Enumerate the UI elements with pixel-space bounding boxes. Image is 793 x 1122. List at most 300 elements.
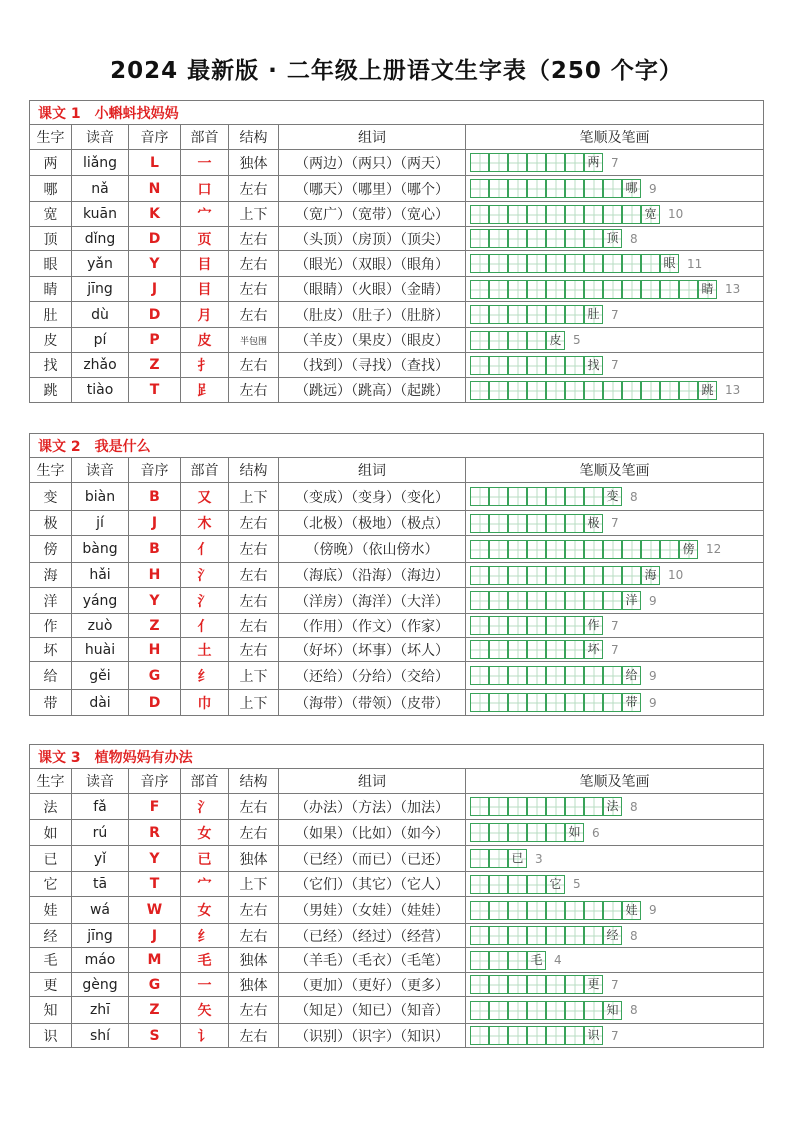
radical-cell: 口 xyxy=(181,176,229,202)
table-row xyxy=(30,277,764,302)
stroke-grid-box xyxy=(489,616,508,635)
stroke-order-cell xyxy=(466,302,764,328)
stroke-grid-box xyxy=(584,1001,603,1020)
stroke-count: 7 xyxy=(611,977,619,992)
stroke-grid-box xyxy=(565,1001,584,1020)
pinyin-cell: jīng xyxy=(72,277,129,302)
character-cell: 更 xyxy=(30,973,72,997)
stroke-grid-box xyxy=(565,305,584,324)
sequence-cell: K xyxy=(129,202,181,227)
words-cell: （作用）（作文）（作家） xyxy=(279,614,466,638)
stroke-character: 坏 xyxy=(587,642,600,656)
stroke-grid-box xyxy=(508,153,527,172)
words-cell: （洋房）（海洋）（大洋） xyxy=(279,588,466,614)
stroke-count: 7 xyxy=(611,358,619,372)
stroke-order-cell xyxy=(466,1024,764,1048)
stroke-grid-box xyxy=(527,540,546,559)
words-cell: （羊皮）（果皮）（眼皮） xyxy=(279,328,466,353)
pinyin-cell: hǎi xyxy=(72,563,129,588)
stroke-grid-box xyxy=(641,254,660,273)
lesson-number: 课文 2 xyxy=(38,438,81,455)
stroke-grid-box xyxy=(470,331,489,350)
stroke-grid-box xyxy=(489,381,508,400)
stroke-grid-box xyxy=(622,540,641,559)
radical-cell: 毛 xyxy=(181,948,229,973)
stroke-order-cell xyxy=(466,378,764,403)
stroke-count: 9 xyxy=(649,181,657,196)
stroke-grid-box xyxy=(508,823,527,842)
structure-cell: 半包围 xyxy=(229,328,279,353)
stroke-order-cell xyxy=(466,251,764,277)
stroke-grid-box xyxy=(527,305,546,324)
stroke-order-cell xyxy=(466,150,764,176)
stroke-grid-box xyxy=(508,280,527,299)
stroke-grid-box xyxy=(546,254,565,273)
stroke-character: 找 xyxy=(587,357,600,372)
lesson-table xyxy=(29,744,764,1048)
stroke-order-cell xyxy=(466,846,764,872)
stroke-grid-box xyxy=(489,640,508,659)
character-cell: 洋 xyxy=(30,588,72,614)
stroke-grid-box xyxy=(565,229,584,248)
structure-cell: 左右 xyxy=(229,588,279,614)
stroke-order-cell xyxy=(466,820,764,846)
table-row xyxy=(30,202,764,227)
stroke-grid-box xyxy=(470,666,489,685)
stroke-grid-box xyxy=(489,280,508,299)
stroke-grid-box xyxy=(470,693,489,712)
stroke-grid-box xyxy=(546,591,565,610)
pinyin-cell: jīng xyxy=(72,924,129,948)
stroke-grid-box xyxy=(489,305,508,324)
table-row xyxy=(30,690,764,716)
stroke-grid-box xyxy=(603,381,622,400)
pinyin-cell: zhǎo xyxy=(72,353,129,378)
stroke-count: 4 xyxy=(554,953,562,967)
column-header: 部首 xyxy=(181,458,229,483)
lesson-table xyxy=(29,433,764,716)
radical-cell: 又 xyxy=(181,483,229,511)
sequence-cell: T xyxy=(129,378,181,403)
table-row xyxy=(30,872,764,897)
stroke-grid-box xyxy=(546,305,565,324)
stroke-grid-box xyxy=(622,666,641,685)
stroke-count: 7 xyxy=(611,618,619,633)
table-row xyxy=(30,794,764,820)
sequence-cell: J xyxy=(129,924,181,948)
stroke-character: 它 xyxy=(549,876,562,891)
words-cell: （找到）（寻找）（查找） xyxy=(279,353,466,378)
structure-cell: 上下 xyxy=(229,872,279,897)
pinyin-cell: yáng xyxy=(72,588,129,614)
stroke-grid-box xyxy=(527,693,546,712)
stroke-grid-box xyxy=(546,153,565,172)
radical-cell: 氵 xyxy=(181,794,229,820)
stroke-grid-box xyxy=(470,229,489,248)
stroke-grid-box xyxy=(527,1001,546,1020)
pinyin-cell: máo xyxy=(72,948,129,973)
stroke-grid-box xyxy=(470,823,489,842)
stroke-count: 8 xyxy=(630,489,638,504)
words-cell: （眼睛）（火眼）（金睛） xyxy=(279,277,466,302)
pinyin-cell: biàn xyxy=(72,483,129,511)
stroke-grid-box xyxy=(489,179,508,198)
stroke-grid-box xyxy=(546,1026,565,1045)
header-row xyxy=(30,769,764,794)
stroke-grid-box xyxy=(565,823,584,842)
stroke-count: 8 xyxy=(630,1003,638,1017)
stroke-grid-box xyxy=(565,901,584,920)
stroke-grid-box xyxy=(546,901,565,920)
stroke-grid-box xyxy=(489,975,508,994)
stroke-count: 9 xyxy=(649,903,657,917)
table-row xyxy=(30,251,764,277)
stroke-grid-box xyxy=(565,356,584,375)
stroke-grid-box xyxy=(470,951,489,970)
stroke-grid-box xyxy=(660,280,679,299)
stroke-character: 两 xyxy=(587,155,600,169)
stroke-grid-box xyxy=(584,797,603,816)
stroke-grid-box xyxy=(546,205,565,224)
structure-cell: 上下 xyxy=(229,483,279,511)
stroke-order-cell xyxy=(466,662,764,690)
stroke-grid-box xyxy=(622,280,641,299)
stroke-grid-box xyxy=(603,693,622,712)
lesson-title xyxy=(30,101,764,125)
character-cell: 它 xyxy=(30,872,72,897)
stroke-grid-box xyxy=(470,566,489,585)
stroke-grid-box xyxy=(565,975,584,994)
stroke-grid-box xyxy=(641,280,660,299)
column-header: 读音 xyxy=(72,125,129,150)
stroke-grid-box xyxy=(584,616,603,635)
radical-cell: 亻 xyxy=(181,536,229,563)
stroke-grid-box xyxy=(584,487,603,506)
stroke-grid-box xyxy=(603,926,622,945)
stroke-grid-box xyxy=(508,1026,527,1045)
stroke-order-cell xyxy=(466,176,764,202)
table-row xyxy=(30,483,764,511)
table-row xyxy=(30,924,764,948)
column-header: 笔顺及笔画 xyxy=(466,125,764,150)
stroke-grid-box xyxy=(622,693,641,712)
pinyin-cell: dài xyxy=(72,690,129,716)
stroke-count: 10 xyxy=(668,207,684,221)
column-header: 音序 xyxy=(129,769,181,794)
stroke-grid-box xyxy=(489,849,508,868)
stroke-grid-box xyxy=(470,975,489,994)
stroke-grid-box xyxy=(546,975,565,994)
structure-cell: 独体 xyxy=(229,846,279,872)
stroke-grid-box xyxy=(546,566,565,585)
pinyin-cell: rú xyxy=(72,820,129,846)
stroke-grid-box xyxy=(603,591,622,610)
stroke-grid-box xyxy=(527,514,546,533)
pinyin-cell: liǎng xyxy=(72,150,129,176)
pinyin-cell: yǎn xyxy=(72,251,129,277)
table-row xyxy=(30,638,764,662)
table-row xyxy=(30,846,764,872)
column-header: 组词 xyxy=(279,458,466,483)
character-cell: 傍 xyxy=(30,536,72,563)
stroke-grid-box xyxy=(546,875,565,894)
stroke-grid-box xyxy=(527,926,546,945)
character-cell: 肚 xyxy=(30,302,72,328)
stroke-grid-box xyxy=(565,280,584,299)
stroke-grid-box xyxy=(489,566,508,585)
stroke-grid-box xyxy=(508,926,527,945)
stroke-grid-box xyxy=(489,823,508,842)
stroke-character: 顶 xyxy=(606,231,619,245)
structure-cell: 左右 xyxy=(229,1024,279,1048)
stroke-grid-box xyxy=(470,1001,489,1020)
stroke-grid-box xyxy=(489,875,508,894)
radical-cell: 氵 xyxy=(181,563,229,588)
stroke-grid-box xyxy=(622,381,641,400)
structure-cell: 左右 xyxy=(229,794,279,820)
stroke-count: 7 xyxy=(611,155,619,170)
stroke-character: 知 xyxy=(606,1002,619,1017)
words-cell: （跳远）（跳高）（起跳） xyxy=(279,378,466,403)
column-header: 结构 xyxy=(229,125,279,150)
stroke-grid-box xyxy=(546,514,565,533)
stroke-grid-box xyxy=(527,823,546,842)
stroke-grid-box xyxy=(489,229,508,248)
stroke-grid-box xyxy=(584,179,603,198)
character-cell: 皮 xyxy=(30,328,72,353)
sequence-cell: Y xyxy=(129,251,181,277)
words-cell: （它们）（其它）（它人） xyxy=(279,872,466,897)
structure-cell: 左右 xyxy=(229,563,279,588)
character-cell: 宽 xyxy=(30,202,72,227)
stroke-count: 8 xyxy=(630,928,638,943)
stroke-grid-box xyxy=(546,179,565,198)
stroke-character: 更 xyxy=(587,977,600,991)
stroke-grid-box xyxy=(641,205,660,224)
stroke-grid-box xyxy=(470,616,489,635)
sequence-cell: S xyxy=(129,1024,181,1048)
stroke-grid-box xyxy=(565,591,584,610)
words-cell: （更加）（更好）（更多） xyxy=(279,973,466,997)
stroke-grid-box xyxy=(470,591,489,610)
stroke-grid-box xyxy=(565,666,584,685)
sequence-cell: H xyxy=(129,563,181,588)
stroke-character: 极 xyxy=(587,515,600,530)
stroke-grid-box xyxy=(489,153,508,172)
stroke-grid-box xyxy=(622,179,641,198)
stroke-count: 5 xyxy=(573,877,581,891)
pinyin-cell: shí xyxy=(72,1024,129,1048)
stroke-grid-box xyxy=(527,566,546,585)
stroke-grid-box xyxy=(489,356,508,375)
sequence-cell: G xyxy=(129,662,181,690)
table-row xyxy=(30,1024,764,1048)
stroke-order-cell xyxy=(466,563,764,588)
stroke-grid-box xyxy=(527,356,546,375)
character-cell: 给 xyxy=(30,662,72,690)
table-row xyxy=(30,328,764,353)
stroke-grid-box xyxy=(546,616,565,635)
stroke-grid-box xyxy=(641,540,660,559)
pinyin-cell: dù xyxy=(72,302,129,328)
structure-cell: 上下 xyxy=(229,202,279,227)
table-row xyxy=(30,150,764,176)
column-header: 笔顺及笔画 xyxy=(466,769,764,794)
stroke-grid-box xyxy=(622,205,641,224)
stroke-grid-box xyxy=(489,901,508,920)
character-cell: 作 xyxy=(30,614,72,638)
structure-cell: 左右 xyxy=(229,302,279,328)
words-cell: （眼光）（双眼）（眼角） xyxy=(279,251,466,277)
stroke-grid-box xyxy=(470,514,489,533)
words-cell: （北极）（极地）（极点） xyxy=(279,511,466,536)
stroke-grid-box xyxy=(470,640,489,659)
stroke-character: 如 xyxy=(568,825,581,839)
stroke-grid-box xyxy=(584,975,603,994)
character-cell: 毛 xyxy=(30,948,72,973)
stroke-grid-box xyxy=(527,951,546,970)
table-row xyxy=(30,614,764,638)
table-row xyxy=(30,588,764,614)
stroke-character: 带 xyxy=(625,695,638,709)
stroke-grid-box xyxy=(660,381,679,400)
stroke-character: 经 xyxy=(606,928,619,942)
stroke-grid-box xyxy=(698,280,717,299)
stroke-grid-box xyxy=(603,280,622,299)
radical-cell: 女 xyxy=(181,820,229,846)
stroke-count: 7 xyxy=(611,1028,619,1043)
words-cell: （办法）（方法）（加法） xyxy=(279,794,466,820)
stroke-count: 7 xyxy=(611,642,619,657)
stroke-grid-box xyxy=(622,566,641,585)
stroke-grid-box xyxy=(584,666,603,685)
stroke-grid-box xyxy=(565,616,584,635)
stroke-character: 睛 xyxy=(701,281,714,296)
stroke-grid-box xyxy=(470,540,489,559)
stroke-order-cell xyxy=(466,897,764,924)
sequence-cell: J xyxy=(129,511,181,536)
structure-cell: 左右 xyxy=(229,638,279,662)
stroke-grid-box xyxy=(489,331,508,350)
table-row xyxy=(30,378,764,403)
column-header: 结构 xyxy=(229,458,279,483)
stroke-grid-box xyxy=(603,540,622,559)
stroke-count: 3 xyxy=(535,851,543,866)
column-header: 部首 xyxy=(181,125,229,150)
stroke-grid-box xyxy=(508,487,527,506)
stroke-grid-box xyxy=(584,229,603,248)
lesson-name: 植物妈妈有办法 xyxy=(94,749,193,766)
stroke-grid-box xyxy=(565,153,584,172)
stroke-count: 8 xyxy=(630,231,638,246)
stroke-grid-box xyxy=(565,640,584,659)
stroke-grid-box xyxy=(603,487,622,506)
radical-cell: 一 xyxy=(181,973,229,997)
column-header: 组词 xyxy=(279,769,466,794)
stroke-grid-box xyxy=(584,566,603,585)
stroke-grid-box xyxy=(508,616,527,635)
sequence-cell: F xyxy=(129,794,181,820)
radical-cell: 目 xyxy=(181,251,229,277)
stroke-grid-box xyxy=(679,280,698,299)
sequence-cell: B xyxy=(129,483,181,511)
structure-cell: 独体 xyxy=(229,948,279,973)
stroke-order-cell xyxy=(466,948,764,973)
stroke-count: 11 xyxy=(687,256,703,271)
character-cell: 法 xyxy=(30,794,72,820)
words-cell: （男娃）（女娃）（娃娃） xyxy=(279,897,466,924)
stroke-grid-box xyxy=(489,797,508,816)
stroke-grid-box xyxy=(546,381,565,400)
stroke-count: 9 xyxy=(649,668,657,683)
stroke-grid-box xyxy=(489,926,508,945)
stroke-count: 13 xyxy=(725,282,741,296)
header-row xyxy=(30,125,764,150)
radical-cell: 纟 xyxy=(181,924,229,948)
column-header: 音序 xyxy=(129,458,181,483)
stroke-order-cell xyxy=(466,483,764,511)
stroke-grid-box xyxy=(527,901,546,920)
sequence-cell: M xyxy=(129,948,181,973)
stroke-grid-box xyxy=(489,540,508,559)
stroke-order-cell xyxy=(466,588,764,614)
stroke-grid-box xyxy=(603,179,622,198)
stroke-grid-box xyxy=(508,849,527,868)
radical-cell: 纟 xyxy=(181,662,229,690)
sequence-cell: G xyxy=(129,973,181,997)
stroke-grid-box xyxy=(527,591,546,610)
stroke-grid-box xyxy=(584,693,603,712)
character-cell: 睛 xyxy=(30,277,72,302)
stroke-order-cell xyxy=(466,536,764,563)
stroke-grid-box xyxy=(527,331,546,350)
stroke-grid-box xyxy=(622,591,641,610)
stroke-grid-box xyxy=(565,205,584,224)
stroke-grid-box xyxy=(546,331,565,350)
table-row xyxy=(30,227,764,251)
stroke-count: 9 xyxy=(649,593,657,608)
stroke-grid-box xyxy=(470,356,489,375)
pinyin-cell: wá xyxy=(72,897,129,924)
stroke-grid-box xyxy=(489,514,508,533)
stroke-character: 给 xyxy=(625,668,638,682)
lesson-name: 我是什么 xyxy=(94,438,151,455)
structure-cell: 左右 xyxy=(229,176,279,202)
radical-cell: 宀 xyxy=(181,202,229,227)
stroke-grid-box xyxy=(470,487,489,506)
stroke-order-cell xyxy=(466,638,764,662)
column-header: 组词 xyxy=(279,125,466,150)
pinyin-cell: zhī xyxy=(72,997,129,1024)
stroke-order-cell xyxy=(466,924,764,948)
character-cell: 娃 xyxy=(30,897,72,924)
stroke-character: 皮 xyxy=(549,332,562,347)
stroke-grid-box xyxy=(470,797,489,816)
stroke-character: 识 xyxy=(587,1028,600,1042)
table-row xyxy=(30,948,764,973)
table-row xyxy=(30,820,764,846)
stroke-grid-box xyxy=(698,381,717,400)
radical-cell: 扌 xyxy=(181,353,229,378)
pinyin-cell: huài xyxy=(72,638,129,662)
lesson-title-row xyxy=(30,101,764,125)
stroke-grid-box xyxy=(527,254,546,273)
stroke-grid-box xyxy=(603,566,622,585)
words-cell: （头顶）（房顶）（顶尖） xyxy=(279,227,466,251)
stroke-order-cell xyxy=(466,872,764,897)
column-header: 读音 xyxy=(72,769,129,794)
table-row xyxy=(30,176,764,202)
